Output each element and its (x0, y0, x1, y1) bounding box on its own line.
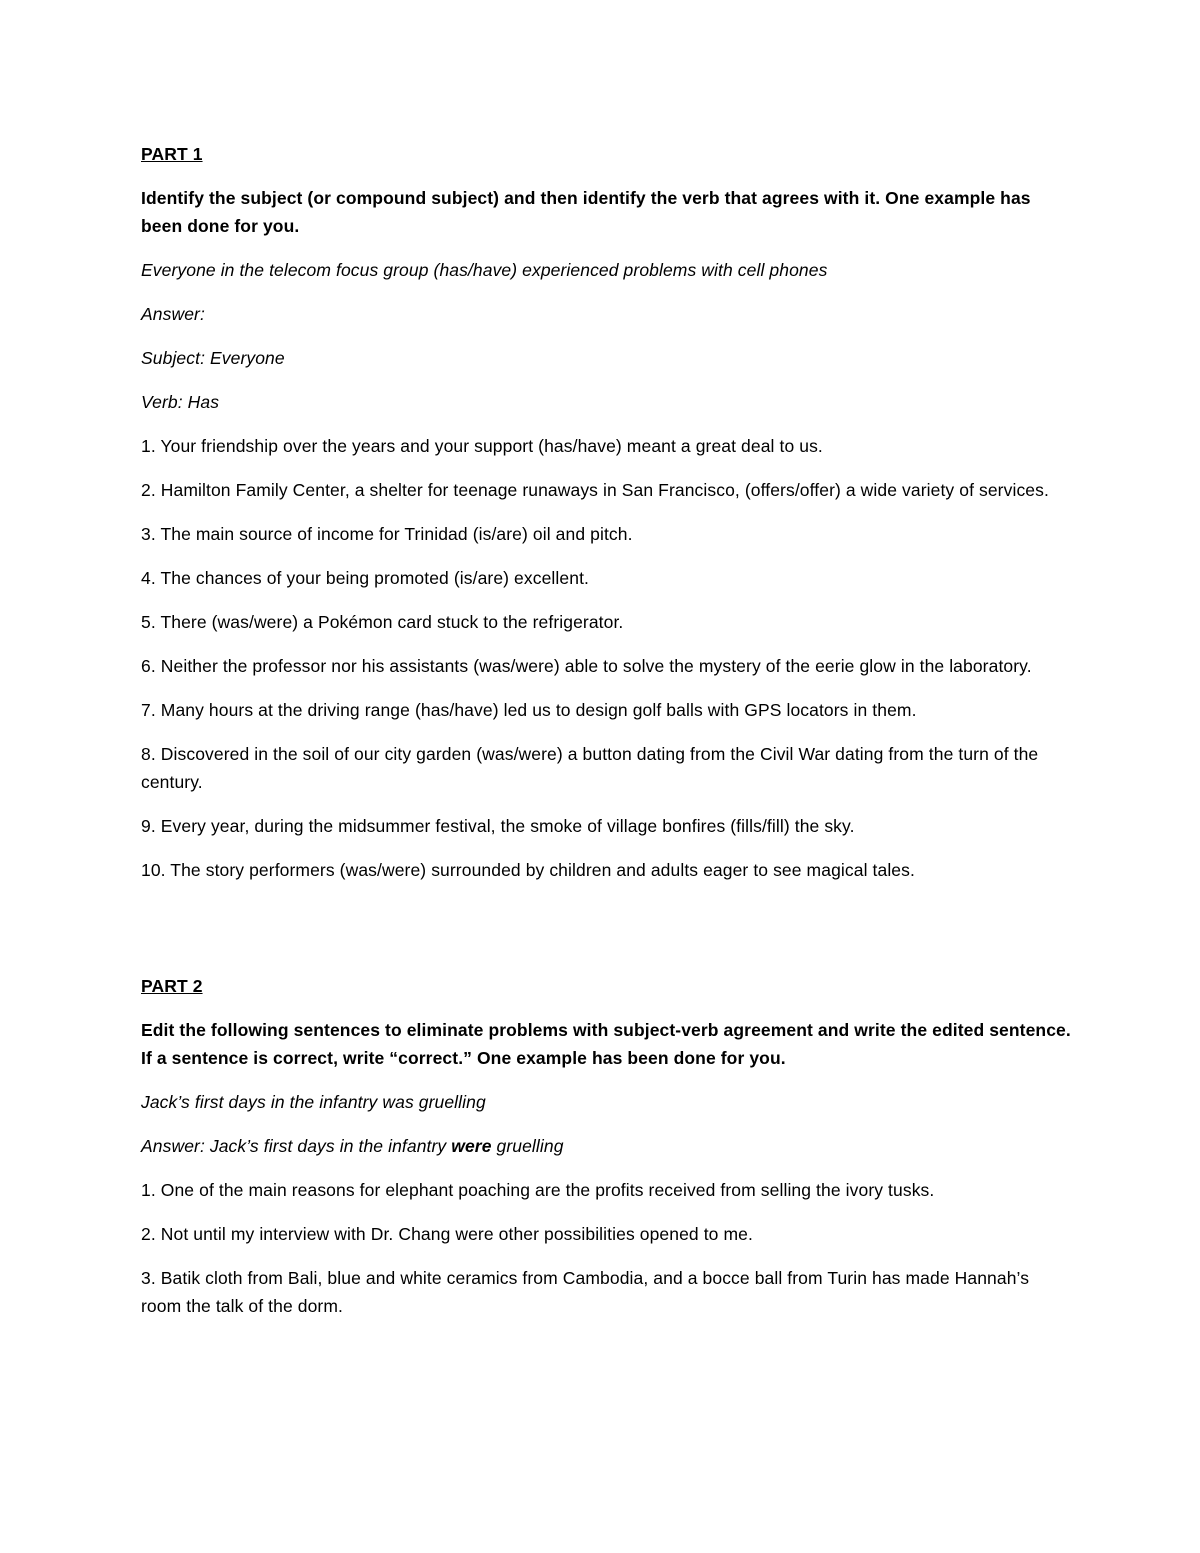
item-number: 10. (141, 860, 166, 880)
item-number: 4. (141, 568, 156, 588)
part1-item (141, 856, 1071, 884)
item-text: One of the main reasons for elephant poaching are the profits received from selling the ivory tusks. (160, 1180, 935, 1200)
answer-prefix: Answer: Jack’s first days in the infantry (141, 1136, 452, 1156)
part1-verb-line: Verb: Has (141, 392, 220, 412)
item-text: Hamilton Family Center, a shelter for teenage runaways in San Francisco, (offers/offer) a wide variety of services. (160, 480, 1049, 500)
part2-instructions: Edit the following sentences to eliminate problems with subject-verb agreement and write the edited sentence. If a sentence is correct, write “correct.” One example has been done for you. (141, 1020, 1071, 1068)
part1-item (141, 520, 1071, 548)
item-text: The main source of income for Trinidad (is/are) oil and pitch. (160, 524, 633, 544)
item-number: 2. (141, 480, 156, 500)
answer-suffix: gruelling (491, 1136, 564, 1156)
part2-example-sentence: Jack’s first days in the infantry was gruelling (141, 1092, 486, 1112)
part1-example-sentence: Everyone in the telecom focus group (has/have) experienced problems with cell phones (141, 260, 828, 280)
item-number: 9. (141, 816, 156, 836)
part2-item (141, 1220, 1071, 1248)
item-text: Neither the professor nor his assistants (was/were) able to solve the mystery of the eerie glow in the laboratory. (160, 656, 1032, 676)
item-number: 2. (141, 1224, 156, 1244)
item-number: 5. (141, 612, 156, 632)
item-text: Discovered in the soil of our city garden (was/were) a button dating from the Civil War dating from the turn of the century. (141, 744, 1039, 792)
item-text: Many hours at the driving range (has/have) led us to design golf balls with GPS locators in them. (160, 700, 917, 720)
item-text: Your friendship over the years and your support (has/have) meant a great deal to us. (160, 436, 823, 456)
item-number: 3. (141, 524, 156, 544)
part1-item (141, 740, 1071, 796)
item-text: There (was/were) a Pokémon card stuck to the refrigerator. (160, 612, 624, 632)
part1-item (141, 432, 1071, 460)
part1-item (141, 476, 1071, 504)
part1-title: PART 1 (141, 144, 203, 164)
item-number: 7. (141, 700, 156, 720)
item-text: Not until my interview with Dr. Chang were other possibilities opened to me. (160, 1224, 753, 1244)
part2-item (141, 1264, 1071, 1320)
item-text: The story performers (was/were) surrounded by children and adults eager to see magical tales. (170, 860, 915, 880)
part1-item (141, 652, 1071, 680)
item-number: 8. (141, 744, 156, 764)
part1-item (141, 608, 1071, 636)
part2-title: PART 2 (141, 976, 203, 996)
document-body (141, 140, 1071, 1336)
answer-corrected-verb: were (451, 1136, 492, 1156)
item-number: 6. (141, 656, 156, 676)
part2-example-answer (141, 1132, 1071, 1160)
item-text: Every year, during the midsummer festival, the smoke of village bonfires (fills/fill) the sky. (160, 816, 855, 836)
item-number: 3. (141, 1268, 156, 1288)
part1-item (141, 696, 1071, 724)
part1-answer-label: Answer: (141, 304, 205, 324)
item-text: Batik cloth from Bali, blue and white ceramics from Cambodia, and a bocce ball from Turin has made Hannah’s room the talk of the dorm. (141, 1268, 1030, 1316)
part1-item (141, 812, 1071, 840)
part1-item (141, 564, 1071, 592)
item-text: The chances of your being promoted (is/are) excellent. (160, 568, 589, 588)
part1-subject-line: Subject: Everyone (141, 348, 285, 368)
item-number: 1. (141, 1180, 156, 1200)
item-number: 1. (141, 436, 156, 456)
part1-instructions: Identify the subject (or compound subject) and then identify the verb that agrees with it. One example has been done for you. (141, 188, 1031, 236)
part2-item (141, 1176, 1071, 1204)
